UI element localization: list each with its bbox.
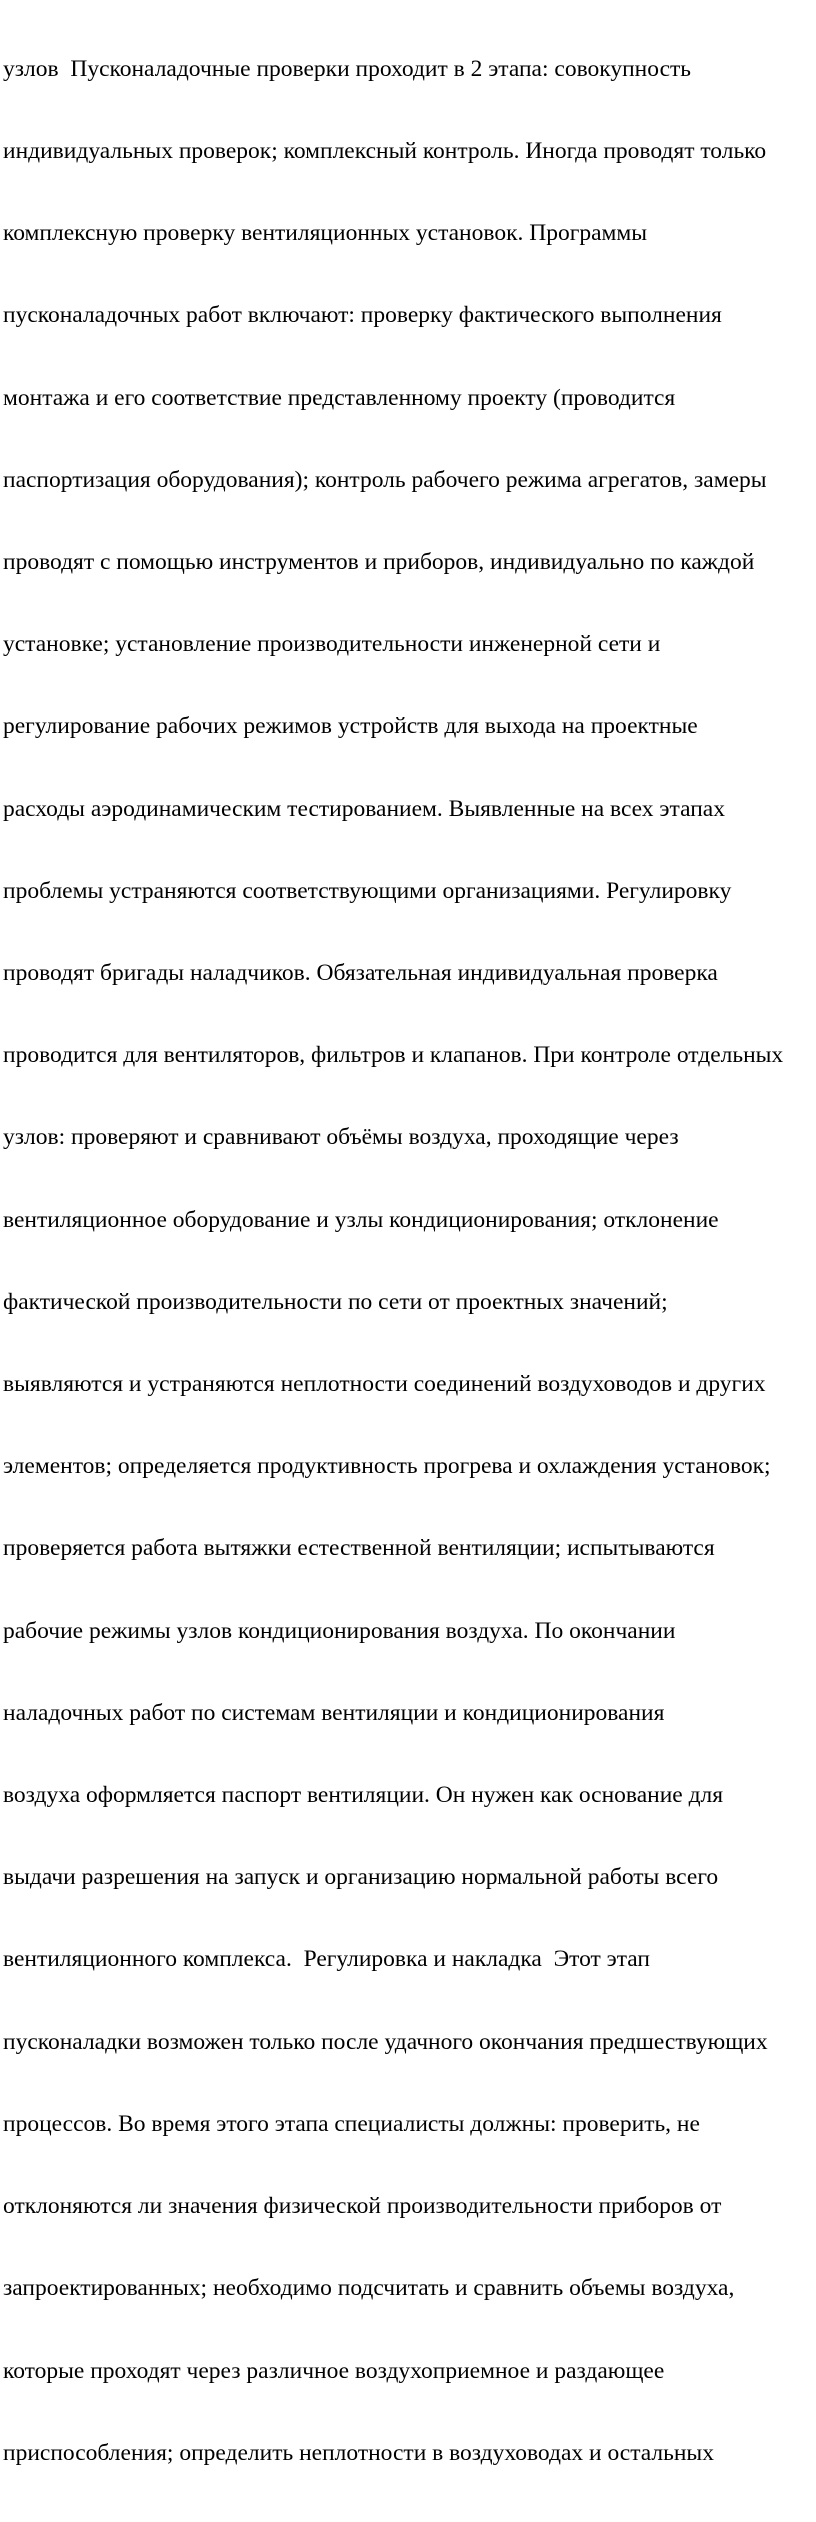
text-line-23: выдачи разрешения на запуск и организацию нормальной работы всего xyxy=(3,1864,719,1891)
text-line-8: установке; установление производительности инженерной сети и xyxy=(3,631,661,658)
text-line-20: рабочие режимы узлов кондиционирования воздуха. По окончании xyxy=(3,1617,676,1644)
text-line-26: процессов. Во время этого этапа специалисты должны: проверить, не xyxy=(3,2110,700,2137)
text-line-4: пусконаладочных работ включают: проверку фактического выполнения xyxy=(3,302,722,329)
text-line-9: регулирование рабочих режимов устройств для выхода на проектные xyxy=(3,713,698,740)
text-line-19: проверяется работа вытяжки естественной вентиляции; испытываются xyxy=(3,1535,715,1562)
text-line-24: вентиляционного комплекса. Регулировка и накладка Этот этап xyxy=(3,1946,651,1973)
text-line-15: вентиляционное оборудование и узлы кондиционирования; отклонение xyxy=(3,1206,719,1233)
text-line-29: которые проходят через различное воздухоприемное и раздающее xyxy=(3,2357,665,2384)
text-line-3: комплексную проверку вентиляционных установок. Программы xyxy=(3,220,648,247)
text-line-27: отклоняются ли значения физической производительности приборов от xyxy=(3,2193,722,2220)
text-line-14: узлов: проверяют и сравнивают объёмы воздуха, проходящие через xyxy=(3,1124,679,1151)
text-line-22: воздуха оформляется паспорт вентиляции. Он нужен как основание для xyxy=(3,1782,724,1809)
text-line-17: выявляются и устраняются неплотности соединений воздуховодов и других xyxy=(3,1371,766,1398)
text-line-13: проводится для вентиляторов, фильтров и клапанов. При контроле отдельных xyxy=(3,1042,784,1069)
text-line-25: пусконаладки возможен только после удачного окончания предшествующих xyxy=(3,2028,768,2055)
text-line-1: узлов Пусконаладочные проверки проходит в 2 этапа: совокупность xyxy=(3,55,691,82)
text-line-2: индивидуальных проверок; комплексный контроль. Иногда проводят только xyxy=(3,138,767,165)
text-line-28: запроектированных; необходимо подсчитать и сравнить объемы воздуха, xyxy=(3,2275,735,2302)
body-text xyxy=(3,1,783,2522)
text-line-12: проводят бригады наладчиков. Обязательная индивидуальная проверка xyxy=(3,960,718,987)
text-line-11: проблемы устраняются соответствующими организациями. Регулировку xyxy=(3,877,732,904)
text-line-6: паспортизация оборудования); контроль рабочего режима агрегатов, замеры xyxy=(3,466,767,493)
text-line-18: элементов; определяется продуктивность прогрева и охлаждения установок; xyxy=(3,1453,771,1480)
text-line-10: расходы аэродинамическим тестированием. Выявленные на всех этапах xyxy=(3,795,725,822)
text-line-21: наладочных работ по системам вентиляции и кондиционирования xyxy=(3,1699,665,1726)
text-line-5: монтажа и его соответствие представленному проекту (проводится xyxy=(3,384,676,411)
text-line-30: приспособления; определить неплотности в воздуховодах и остальных xyxy=(3,2439,714,2466)
text-line-7: проводят с помощью инструментов и приборов, индивидуально по каждой xyxy=(3,549,755,576)
text-line-16: фактической производительности по сети от проектных значений; xyxy=(3,1288,668,1315)
